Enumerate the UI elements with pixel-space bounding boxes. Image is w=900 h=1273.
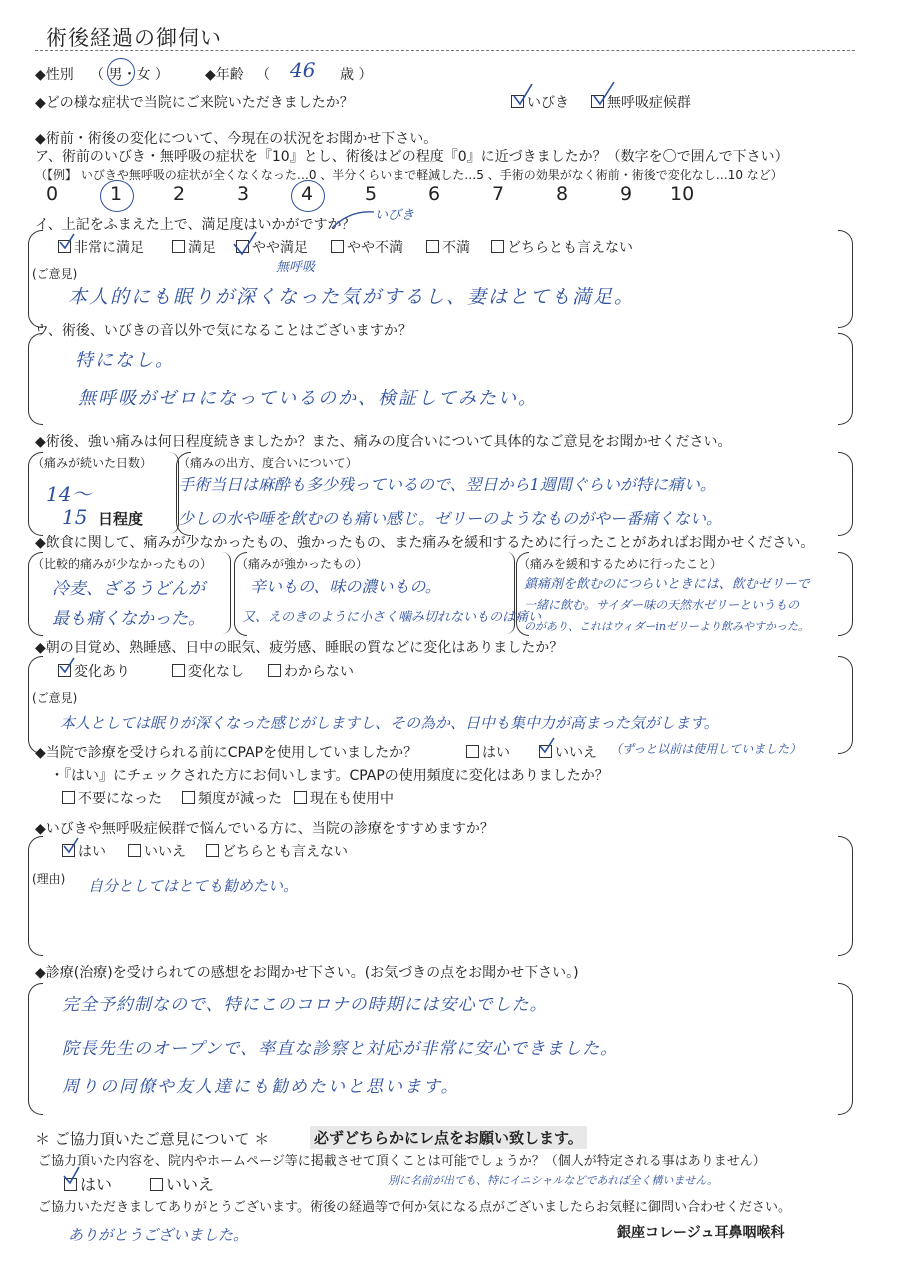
q6-relief-line-2[interactable]: 一緒に飲む。サイダー味の天然水ゼリーというもの <box>524 598 800 612</box>
q8-note[interactable]: （ずっと以前は使用していました） <box>610 742 802 756</box>
q5-degree-label: （痛みの出方、度合いについて） <box>178 456 358 470</box>
q2-subquestion: ア、術前のいびき・無呼吸の症状を『10』とし、術後はどの程度『0』に近づきましたか？（数字を〇で囲んで下さい） <box>35 149 789 165</box>
option-label: はい <box>482 745 510 761</box>
q4-bracket-left <box>28 333 43 425</box>
q4-line-2[interactable]: 無呼吸がゼロになっているのか、検証してみたい。 <box>78 388 538 409</box>
q2-scale-3[interactable]: 3 <box>237 183 250 205</box>
q8-option-yes[interactable] <box>466 742 510 762</box>
age-unit: 歳 ） <box>340 67 373 83</box>
checkbox[interactable] <box>491 240 504 253</box>
q6-strong-line-1[interactable]: 辛いもの、味の濃いもの。 <box>250 577 441 596</box>
q5-title: ◆術後、強い痛みは何日程度続きましたか？また、痛みの度合いについて具体的なご意見をお聞かせください。 <box>35 434 732 450</box>
footer-thanks: ご協力いただきましてありがとうございます。術後の経過等で何か気になる点がございましたらお気軽に御問い合わせください。 <box>38 1200 791 1215</box>
option-label: 不要になった <box>78 791 162 807</box>
q5-days-from[interactable]: 14〜 <box>46 482 92 506</box>
checkbox[interactable] <box>128 844 141 857</box>
q2-scale-4[interactable]: 4 <box>301 183 314 205</box>
q7-option-2[interactable] <box>172 661 244 681</box>
q3-title: イ、上記をふまえた上で、満足度はいかがですか？ <box>35 217 356 233</box>
q2-scale-1[interactable]: 1 <box>110 183 123 205</box>
q2-scale-0[interactable]: 0 <box>46 183 59 205</box>
checkbox[interactable] <box>331 240 344 253</box>
q4-bracket-right <box>838 333 853 425</box>
q3-check-marks <box>58 228 298 268</box>
q7-comment-label: (ご意見) <box>32 691 78 705</box>
q6-less-label: （比較的痛みが少なかったもの） <box>32 557 213 571</box>
q6-divider-1 <box>222 552 231 634</box>
q2-example: （【例】 いびきや無呼吸の症状が全くなくなった…0 、半分くらいまで軽減した…5 、手術の効果がなく術前・術後で変化なし…10 など） <box>35 168 783 182</box>
q7-comment[interactable]: 本人としては眠りが深くなった感じがしますし、その為か、日中も集中力が高まった気がします。 <box>60 714 719 732</box>
option-label: 変化なし <box>188 664 244 680</box>
q5-days-to[interactable]: 15 <box>62 505 88 529</box>
q2-scale-10[interactable]: 10 <box>670 183 695 205</box>
gender-label: ◆性別 <box>35 67 74 83</box>
scale-circle-mark <box>100 180 134 212</box>
option-label: はい <box>78 844 106 860</box>
option-label: どちらとも言えない <box>222 844 348 860</box>
page-title: 術後経過の御伺い <box>46 26 222 50</box>
footer-option-no[interactable] <box>150 1172 214 1195</box>
checkbox[interactable] <box>206 844 219 857</box>
arrow-icon <box>330 200 390 230</box>
q8-sub-option-3[interactable] <box>294 788 394 808</box>
option-label: 現在も使用中 <box>310 791 394 807</box>
footer-question: ご協力頂いた内容を、院内やホームページ等に掲載させて頂くことは可能でしょうか？（個人が特定される事はありません） <box>38 1154 766 1169</box>
q3-comment[interactable]: 本人的にも眠りが深くなった気がするし、妻はとても満足。 <box>68 286 636 308</box>
q10-bracket-left <box>28 983 43 1115</box>
title-divider <box>35 50 855 51</box>
checkbox[interactable] <box>294 791 307 804</box>
checkbox[interactable] <box>62 791 75 804</box>
option-label: 変化あり <box>74 664 130 680</box>
q4-title: ウ、術後、いびきの音以外で気になることはございますか？ <box>35 323 412 339</box>
gender-circle-mark <box>107 58 135 86</box>
q3-comment-label: (ご意見) <box>32 267 78 281</box>
checkbox[interactable] <box>268 664 281 677</box>
option-label: いいえ <box>144 844 186 860</box>
clinic-name: 銀座コレージュ耳鼻咽喉科 <box>617 1225 785 1241</box>
footer-note-bold: 必ずどちらかにレ点をお願い致します。 <box>310 1126 587 1149</box>
q5-degree-line-2[interactable]: 少しの水や唾を飲むのも痛い感じ。ゼリーのようなものがやー番痛くない。 <box>178 509 723 528</box>
q3-bracket-right <box>838 230 853 328</box>
q5-degree-line-1[interactable]: 手術当日は麻酔も多少残っているので、翌日から1週間ぐらいが特に痛い。 <box>178 475 716 494</box>
q8-sub-option-2[interactable] <box>182 788 282 808</box>
q9-option-3[interactable] <box>206 841 348 861</box>
q5-bracket-right <box>838 452 853 536</box>
option-label: 頻度が減った <box>198 791 282 807</box>
q2-scale-7[interactable]: 7 <box>492 183 505 205</box>
q2-scale-5[interactable]: 5 <box>365 183 378 205</box>
q3-option-5[interactable] <box>426 237 470 257</box>
checkbox[interactable] <box>150 1178 163 1191</box>
q6-relief-line-3[interactable]: のがあり、これはウィダーinゼリーより飲みやすかった。 <box>524 620 809 633</box>
option-label: 満足 <box>188 240 216 256</box>
q3-option-6[interactable] <box>491 237 633 257</box>
q1-check-marks <box>510 78 630 108</box>
option-label: わからない <box>284 664 354 680</box>
option-label: いびき <box>527 95 569 111</box>
q3-apnea-note: 無呼吸 <box>276 260 316 275</box>
q2-scale-8[interactable]: 8 <box>556 183 569 205</box>
option-label: いいえ <box>555 745 597 761</box>
option-label: 非常に満足 <box>74 240 144 256</box>
checkbox[interactable] <box>426 240 439 253</box>
option-label: 無呼吸症候群 <box>607 95 691 111</box>
q3-option-4[interactable] <box>331 237 403 257</box>
q6-strong-line-2[interactable]: 又、えのきのように小さく噛み切れないものは痛い <box>242 610 542 625</box>
q8-subquestion: ・『はい』にチェックされた方にお伺いします。CPAPの使用頻度に変化はありましたか？ <box>50 768 609 784</box>
q9-reason-label: (理由) <box>32 872 66 886</box>
q8-title: ◆当院で診療を受けられる前にCPAPを使用していましたか？ <box>35 745 418 761</box>
q9-bracket-right <box>838 836 853 956</box>
q8-sub-option-1[interactable] <box>62 788 162 808</box>
footer-note-title: ＊ ご協力頂いたご意見について ＊ <box>35 1130 270 1148</box>
checkbox[interactable] <box>182 791 195 804</box>
footer-remark[interactable]: 別に名前が出ても、特にイニシャルなどであれば全く構いません。 <box>388 1174 718 1187</box>
check-mark-icon <box>62 1163 84 1187</box>
option-label: はい <box>80 1175 113 1194</box>
q1-question: ◆どの様な症状で当院にご来院いただきましたか？ <box>35 95 354 111</box>
q10-line-1[interactable]: 完全予約制なので、特にこのコロナの時期には安心でした。 <box>62 995 548 1015</box>
q2-scale-6[interactable]: 6 <box>428 183 441 205</box>
age-open: （ <box>256 67 270 83</box>
q10-line-2[interactable]: 院長先生のオープンで、率直な診察と対応が非常に安心できました。 <box>62 1039 619 1059</box>
q6-relief-label: （痛みを緩和するために行ったこと） <box>518 557 723 571</box>
option-label: いいえ <box>166 1175 215 1194</box>
age-label: ◆年齢 <box>205 67 244 83</box>
q10-line-3[interactable]: 周りの同僚や友人達にも勧めたいと思います。 <box>62 1077 460 1097</box>
option-label: やや満足 <box>252 240 308 256</box>
option-label: やや不満 <box>347 240 403 256</box>
q5-days-unit: 日程度 <box>98 510 144 528</box>
checkbox[interactable] <box>172 664 185 677</box>
option-label: 不満 <box>442 240 470 256</box>
q7-bracket-right <box>838 656 853 754</box>
q9-bracket-left <box>28 836 43 956</box>
q5-days-label: （痛みが続いた日数） <box>32 456 153 470</box>
q2-title: ◆術前・術後の変化について、今現在の状況をお聞かせ下さい。 <box>35 131 438 147</box>
q9-title: ◆いびきや無呼吸症候群で悩んでいる方に、当院の診療をすすめますか？ <box>35 821 494 837</box>
age-value[interactable]: 46 <box>290 58 316 82</box>
q6-title: ◆飲食に関して、痛みが少なかったもの、強かったもの、また痛みを緩和するために行ったことがあればお聞かせください。 <box>35 535 815 551</box>
q6-bracket-right <box>838 552 853 636</box>
q10-title: ◆診療(治療)を受けられての感想をお聞かせ下さい。(お気づきの点をお聞かせ下さい。) <box>35 965 579 981</box>
q2-scale-2[interactable]: 2 <box>173 183 186 205</box>
q9-option-2[interactable] <box>128 841 186 861</box>
option-label: どちらとも言えない <box>507 240 633 256</box>
check-mark-icon <box>538 734 560 756</box>
gender-options: （ 男・女 ） <box>90 67 169 83</box>
q3-snore-note: いびき <box>375 208 415 223</box>
q9-reason[interactable]: 自分としてはとても勧めたい。 <box>88 877 299 895</box>
q7-option-3[interactable] <box>268 661 354 681</box>
check-mark-icon <box>58 654 80 676</box>
q6-strong-label: （痛みが強かったもの） <box>236 557 369 571</box>
q7-title: ◆朝の目覚め、熟睡感、日中の眠気、疲労感、睡眠の質などに変化はありましたか？ <box>35 640 564 656</box>
q4-line-1[interactable]: 特になし。 <box>75 350 175 371</box>
scale-circle-mark <box>291 180 325 212</box>
check-mark-icon <box>62 834 84 856</box>
q6-less-line-2[interactable]: 最も痛くなかった。 <box>52 609 205 629</box>
q2-scale-9[interactable]: 9 <box>620 183 633 205</box>
q6-relief-line-1[interactable]: 鎮痛剤を飲むのにつらいときには、飲むゼリーで <box>524 577 810 592</box>
footer-hw-thanks[interactable]: ありがとうございました。 <box>68 1226 249 1244</box>
q6-less-line-1[interactable]: 冷麦、ざるうどんが <box>52 579 205 599</box>
checkbox[interactable] <box>466 745 479 758</box>
q10-bracket-right <box>838 983 853 1115</box>
